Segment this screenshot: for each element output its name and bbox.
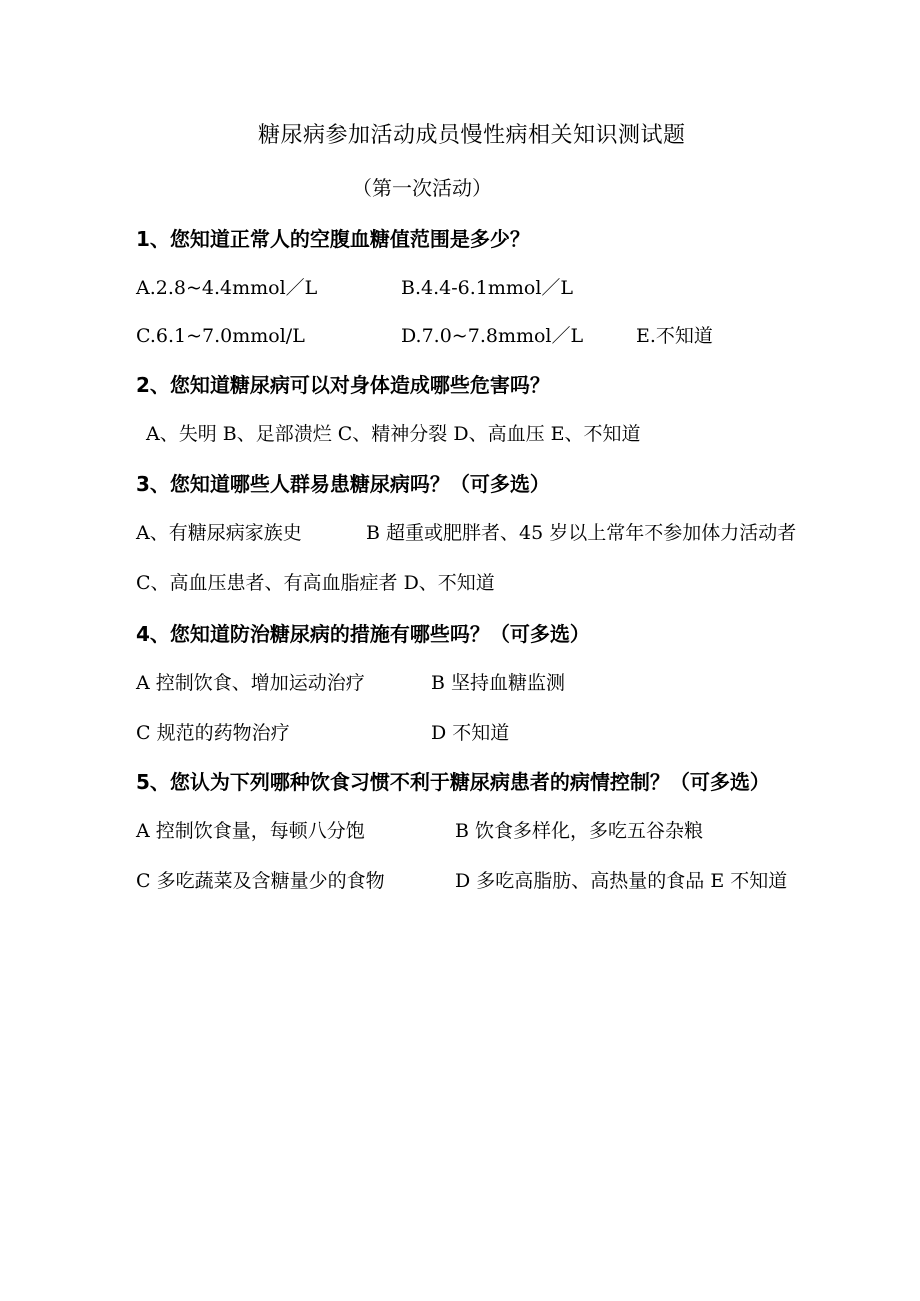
question-4-option-d: D 不知道 [431,722,510,744]
question-1-option-a: A.2.8~4.4mmol／L [136,277,318,299]
question-4-option-b: B 坚持血糖监测 [431,672,566,694]
question-5: 5、您认为下列哪种饮食习惯不利于糖尿病患者的病情控制？（可多选） [136,770,770,794]
question-4-option-c: C 规范的药物治疗 [136,722,290,744]
question-4: 4、您知道防治糖尿病的措施有哪些吗？（可多选） [136,622,590,646]
question-1-option-d: D.7.0~7.8mmol／L [401,325,584,347]
question-1: 1、您知道正常人的空腹血糖值范围是多少？ [136,227,530,251]
question-3-option-a: A、有糖尿病家族史 [136,522,302,544]
question-4-option-a: A 控制饮食、增加运动治疗 [136,672,365,694]
question-5-option-b: B 饮食多样化，多吃五谷杂粮 [455,820,704,842]
document-subtitle: （第一次活动） [352,176,492,200]
question-5-option-a: A 控制饮食量，每顿八分饱 [136,820,365,842]
question-2-options: A、失明 B、足部溃烂 C、精神分裂 D、高血压 E、不知道 [146,423,641,445]
question-1-option-c: C.6.1~7.0mmol/L [136,325,305,347]
question-3-option-c-d: C、高血压患者、有高血脂症者 D、不知道 [136,572,495,594]
question-3: 3、您知道哪些人群易患糖尿病吗？（可多选） [136,472,550,496]
question-5-option-c: C 多吃蔬菜及含糖量少的食物 [136,870,385,892]
question-2: 2、您知道糖尿病可以对身体造成哪些危害吗？ [136,373,550,397]
question-5-option-d-e: D 多吃高脂肪、高热量的食品 E 不知道 [455,870,788,892]
document-title: 糖尿病参加活动成员慢性病相关知识测试题 [258,123,686,148]
question-3-option-b: B 超重或肥胖者、45 岁以上常年不参加体力活动者 [366,522,797,544]
question-1-option-e: E.不知道 [636,325,713,347]
question-1-option-b: B.4.4-6.1mmol／L [401,277,574,299]
